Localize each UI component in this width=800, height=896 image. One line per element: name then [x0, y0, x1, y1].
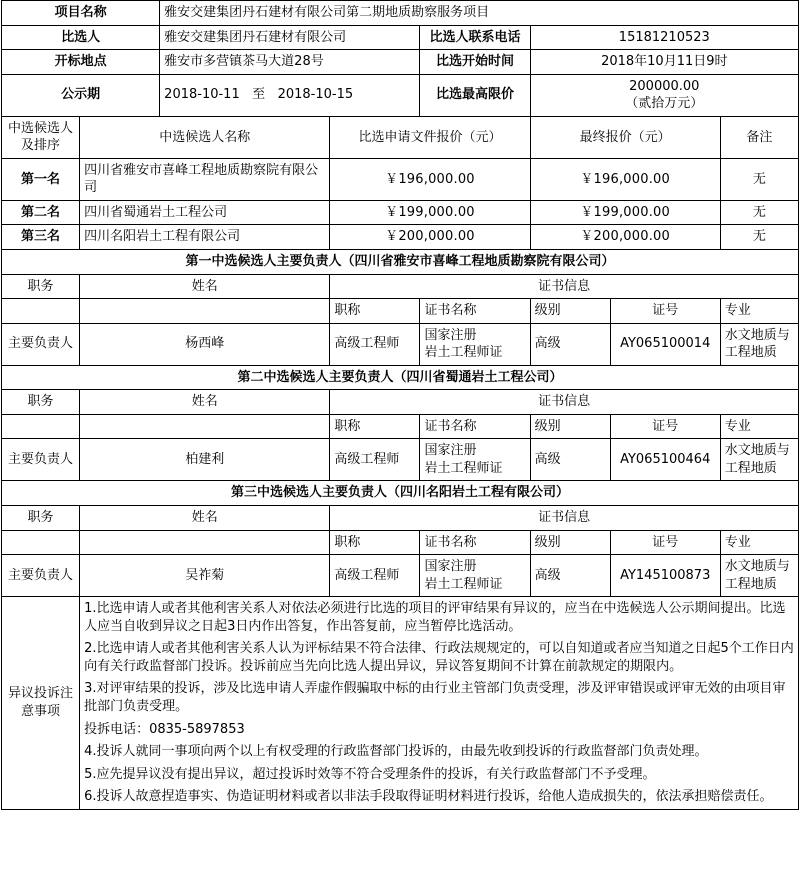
max-price-words: （贰拾万元） — [625, 96, 704, 112]
bidder-label: 比选人 — [2, 25, 160, 50]
duty-header-blank — [2, 530, 80, 555]
person-cert-name-line2: 岩土工程师证 — [424, 345, 503, 361]
candidate-offer: ￥199,000.00 — [330, 200, 530, 225]
cert-name-header: 证书名称 — [420, 530, 530, 555]
table-row — [2, 597, 799, 809]
title-header: 职称 — [330, 530, 420, 555]
candidate-final: ￥199,000.00 — [530, 200, 720, 225]
cert-group-header: 证书信息 — [330, 274, 799, 299]
level-header: 级别 — [530, 299, 610, 324]
person-major-line1: 水文地质与 — [724, 559, 790, 575]
person-duty: 主要负责人 — [2, 439, 80, 481]
candidates-rank-header: 中选候选人及排序 — [2, 116, 80, 158]
bidder-value: 雅安交建集团丹石建材有限公司 — [160, 25, 420, 50]
person-major — [720, 439, 798, 481]
table-row — [2, 299, 799, 324]
person-major — [720, 323, 798, 365]
person-name: 杨西峰 — [80, 323, 330, 365]
bid-result-announcement-sheet — [1, 0, 799, 810]
person-major — [720, 555, 798, 597]
person-major-line2: 工程地质 — [724, 576, 777, 592]
cert-name-header: 证书名称 — [420, 299, 530, 324]
person-level: 高级 — [530, 555, 610, 597]
person-block-title: 第一中选候选人主要负责人（四川省雅安市喜峰工程地质勘察院有限公司） — [2, 250, 799, 275]
major-header: 专业 — [720, 530, 798, 555]
person-title: 高级工程师 — [330, 439, 420, 481]
candidate-name: 四川省雅安市喜峰工程地质勘察院有限公司 — [80, 158, 330, 200]
announcement-table — [1, 0, 799, 810]
table-row — [2, 1, 799, 26]
person-title: 高级工程师 — [330, 555, 420, 597]
table-row — [2, 200, 799, 225]
candidate-rank: 第三名 — [2, 225, 80, 250]
contact-phone-label: 比选人联系电话 — [420, 25, 530, 50]
person-duty: 主要负责人 — [2, 555, 80, 597]
start-time-label: 比选开始时间 — [420, 50, 530, 75]
publicity-period-value — [160, 74, 420, 116]
candidate-rank: 第二名 — [2, 200, 80, 225]
cert-name-header: 证书名称 — [420, 414, 530, 439]
person-cert-name — [420, 323, 530, 365]
candidate-remark: 无 — [720, 225, 798, 250]
cert-group-header: 证书信息 — [330, 506, 799, 531]
person-cert-name — [420, 555, 530, 597]
name-header: 姓名 — [80, 506, 330, 531]
table-row — [2, 274, 799, 299]
candidates-remark-header: 备注 — [720, 116, 798, 158]
person-major-line2: 工程地质 — [724, 460, 777, 476]
candidate-remark: 无 — [720, 200, 798, 225]
candidates-offer-header: 比选申请文件报价（元） — [330, 116, 530, 158]
person-major-line1: 水文地质与 — [724, 327, 790, 343]
table-row — [2, 439, 799, 481]
notes-content — [80, 597, 799, 809]
person-duty: 主要负责人 — [2, 323, 80, 365]
publicity-label: 公示期 — [2, 74, 160, 116]
table-row — [2, 481, 799, 506]
level-header: 级别 — [530, 414, 610, 439]
title-header: 职称 — [330, 299, 420, 324]
major-header: 专业 — [720, 414, 798, 439]
publicity-to-word: 至 — [252, 87, 266, 103]
cert-no-header: 证号 — [610, 530, 720, 555]
person-cert-no: AY065100464 — [610, 439, 720, 481]
note-item: 2.比选申请人或者其他利害关系人认为评标结果不符合法律、行政法规规定的，可以自知道或者应当知道之日起5个工作日内向有关行政监督部门投诉。投诉前应当先向比选人提出异议，异议答复期间不计算在前款规定的期限内。 — [84, 641, 794, 674]
max-price-value — [530, 74, 798, 116]
table-row — [2, 414, 799, 439]
note-item: 6.投诉人故意捏造事实、伪造证明材料或者以非法手段取得证明材料进行投诉，给他人造成损失的，依法承担赔偿责任。 — [84, 789, 773, 805]
candidate-offer: ￥200,000.00 — [330, 225, 530, 250]
person-title: 高级工程师 — [330, 323, 420, 365]
person-block-title: 第二中选候选人主要负责人（四川省蜀通岩土工程公司） — [2, 365, 799, 390]
table-row — [2, 390, 799, 415]
candidate-remark: 无 — [720, 158, 798, 200]
candidate-final: ￥200,000.00 — [530, 225, 720, 250]
note-phone: 投拆电话：0835-5897853 — [84, 721, 245, 737]
table-row — [2, 365, 799, 390]
table-row — [2, 158, 799, 200]
candidate-final: ￥196,000.00 — [530, 158, 720, 200]
person-cert-name-line1: 国家注册 — [424, 327, 477, 343]
person-cert-name-line1: 国家注册 — [424, 443, 477, 459]
person-cert-name — [420, 439, 530, 481]
table-row — [2, 74, 799, 116]
duty-header: 职务 — [2, 274, 80, 299]
person-cert-name-line1: 国家注册 — [424, 559, 477, 575]
person-cert-name-line2: 岩土工程师证 — [424, 576, 503, 592]
cert-no-header: 证号 — [610, 414, 720, 439]
contact-phone-value: 15181210523 — [530, 25, 798, 50]
duty-header-blank — [2, 299, 80, 324]
notes-label: 异议投诉注意事项 — [2, 597, 80, 809]
max-price-label: 比选最高限价 — [420, 74, 530, 116]
table-row — [2, 555, 799, 597]
project-name-value: 雅安交建集团丹石建材有限公司第二期地质勘察服务项目 — [160, 1, 799, 26]
candidates-final-header: 最终报价（元） — [530, 116, 720, 158]
person-level: 高级 — [530, 439, 610, 481]
note-item: 3.对评审结果的投诉，涉及比选申请人弄虚作假骗取中标的由行业主管部门负责受理，涉及评审错误或评审无效的由项目审批部门负责受理。 — [84, 681, 786, 714]
level-header: 级别 — [530, 530, 610, 555]
table-row — [2, 250, 799, 275]
major-header: 专业 — [720, 299, 798, 324]
start-time-value: 2018年10月11日9时 — [530, 50, 798, 75]
duty-header: 职务 — [2, 506, 80, 531]
note-item: 4.投诉人就同一事项向两个以上有权受理的行政监督部门投诉的，由最先收到投诉的行政监督部门负责处理。 — [84, 744, 708, 760]
open-place-label: 开标地点 — [2, 50, 160, 75]
publicity-to: 2018-10-15 — [277, 87, 354, 103]
table-row — [2, 506, 799, 531]
person-major-line2: 工程地质 — [724, 345, 777, 361]
table-row — [2, 116, 799, 158]
cert-no-header: 证号 — [610, 299, 720, 324]
table-row — [2, 25, 799, 50]
title-header: 职称 — [330, 414, 420, 439]
table-row — [2, 225, 799, 250]
duty-header-blank — [2, 414, 80, 439]
name-header-blank — [80, 299, 330, 324]
table-row — [2, 323, 799, 365]
note-item: 1.比选申请人或者其他利害关系人对依法必须进行比选的项目的评审结果有异议的，应当在中选候选人公示期间提出。比选人应当自收到异议之日起3日内作出答复，作出答复前，应当暂停比选活动。 — [84, 601, 786, 634]
person-cert-no: AY145100873 — [610, 555, 720, 597]
note-item: 5.应先提异议没有提出异议，超过投诉时效等不符合受理条件的投诉，有关行政监督部门不予受理。 — [84, 766, 656, 782]
person-name: 吴祚菊 — [80, 555, 330, 597]
table-row — [2, 50, 799, 75]
person-cert-no: AY065100014 — [610, 323, 720, 365]
candidate-rank: 第一名 — [2, 158, 80, 200]
cert-group-header: 证书信息 — [330, 390, 799, 415]
open-place-value: 雅安市多营镇茶马大道28号 — [160, 50, 420, 75]
table-row — [2, 530, 799, 555]
project-name-label: 项目名称 — [2, 1, 160, 26]
candidate-offer: ￥196,000.00 — [330, 158, 530, 200]
candidates-name-header: 中选候选人名称 — [80, 116, 330, 158]
person-name: 柏建利 — [80, 439, 330, 481]
candidate-name: 四川名阳岩土工程有限公司 — [80, 225, 330, 250]
person-block-title: 第三中选候选人主要负责人（四川名阳岩土工程有限公司） — [2, 481, 799, 506]
person-major-line1: 水文地质与 — [724, 443, 790, 459]
name-header-blank — [80, 414, 330, 439]
name-header: 姓名 — [80, 390, 330, 415]
max-price-number: 200000.00 — [629, 78, 700, 94]
person-level: 高级 — [530, 323, 610, 365]
person-cert-name-line2: 岩土工程师证 — [424, 460, 503, 476]
name-header-blank — [80, 530, 330, 555]
publicity-from: 2018-10-11 — [164, 87, 240, 103]
name-header: 姓名 — [80, 274, 330, 299]
duty-header: 职务 — [2, 390, 80, 415]
candidate-name: 四川省蜀通岩土工程公司 — [80, 200, 330, 225]
